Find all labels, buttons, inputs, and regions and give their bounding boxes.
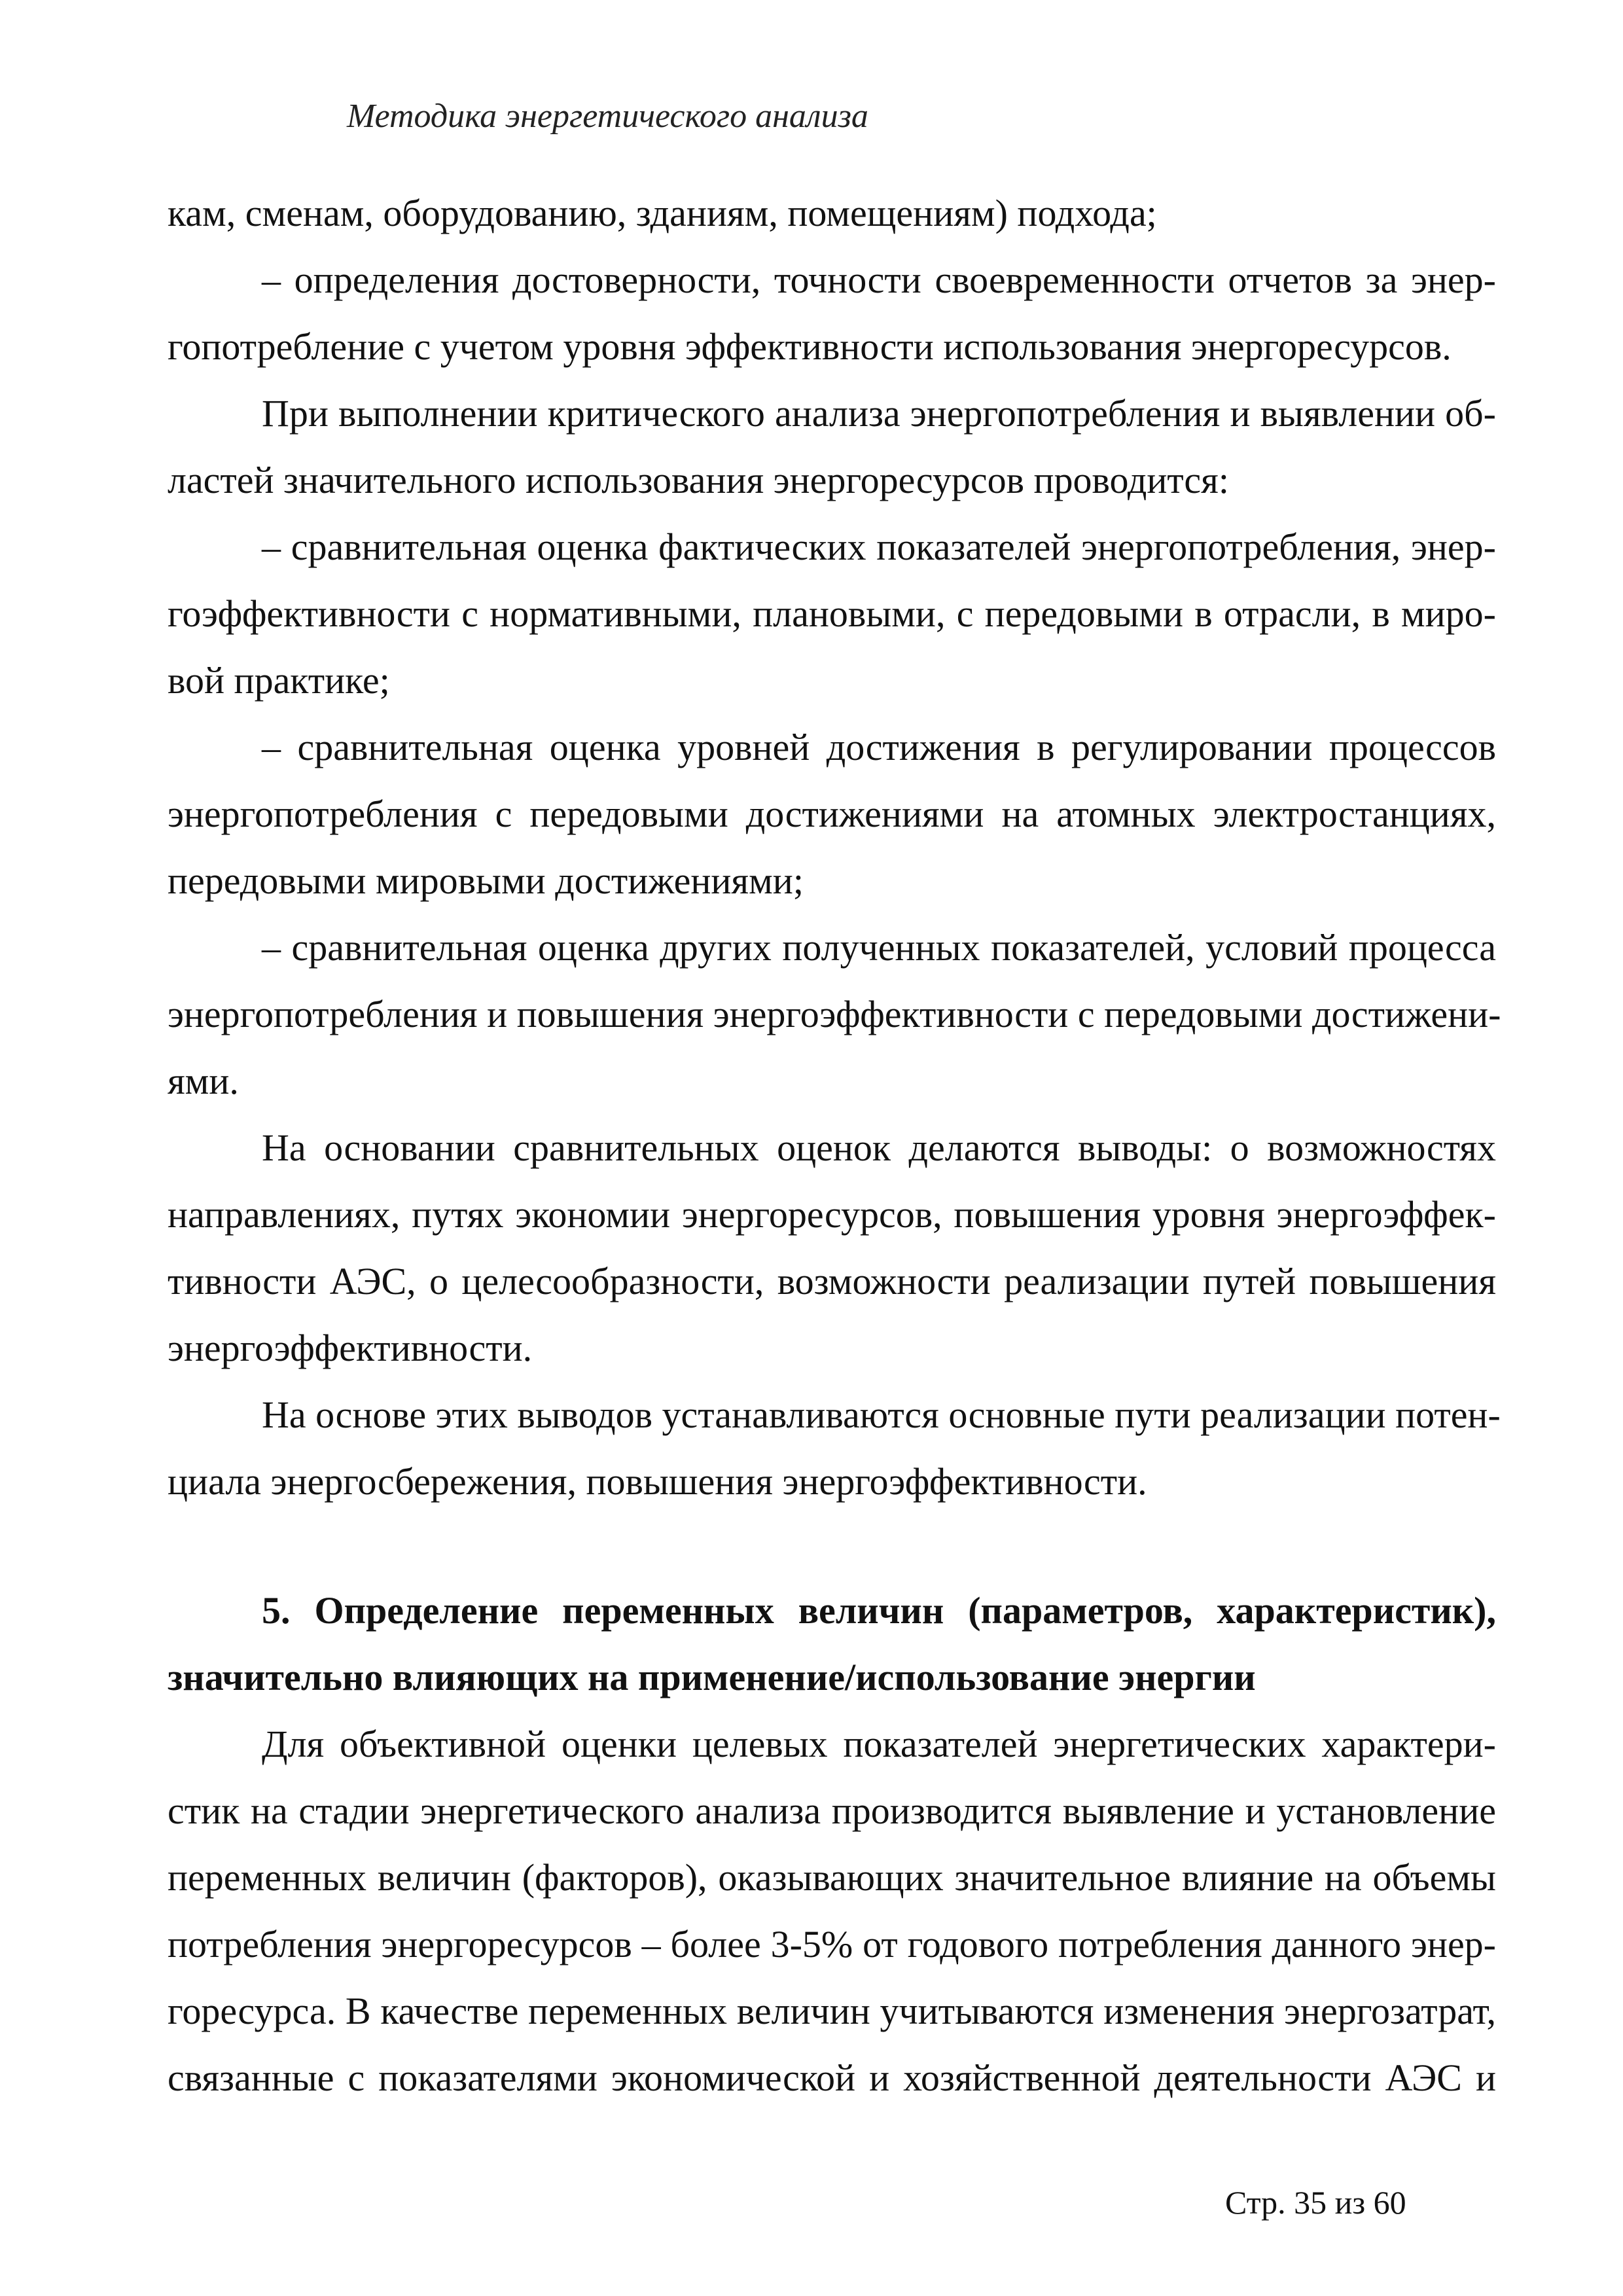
text-line: кам, сменам, оборудованию, зданиям, помещениям) подхода; [168, 192, 1157, 234]
text-line: энергоэффективности. [168, 1327, 533, 1369]
page-number: Стр. 35 из 60 [1225, 2184, 1406, 2221]
text-line: потребления энергоресурсов – более 3-5% от годового потребления данного энер- [168, 1923, 1496, 1965]
section-heading: 5. Определение переменных величин (параметров, характеристик), [262, 1589, 1496, 1632]
text-line: ями. [168, 1060, 239, 1102]
text-line: – сравнительная оценка фактических показателей энергопотребления, энер- [262, 526, 1496, 568]
running-header: Методика энергетического анализа [347, 98, 868, 135]
text-line: стик на стадии энергетического анализа производится выявление и установление [168, 1789, 1496, 1832]
text-line: – сравнительная оценка уровней достижения в регулировании процессов [262, 726, 1496, 768]
text-line: направлениях, путях экономии энергоресурсов, повышения уровня энергоэффек- [168, 1193, 1496, 1236]
text-line: На основе этих выводов устанавливаются основные пути реализации потен- [262, 1393, 1501, 1436]
section-heading: значительно влияющих на применение/использование энергии [168, 1656, 1256, 1698]
text-line: энергопотребления и повышения энергоэффективности с передовыми достижени- [168, 993, 1501, 1035]
text-line: ластей значительного использования энергоресурсов проводится: [168, 459, 1229, 501]
text-line: горесурса. В качестве переменных величин учитываются изменения энергозатрат, [168, 1990, 1496, 2032]
text-line: гоэффективности с нормативными, плановыми, с передовыми в отрасли, в миро- [168, 592, 1496, 635]
text-line: гопотребление с учетом уровня эффективности использования энергоресурсов. [168, 325, 1452, 368]
text-line: передовыми мировыми достижениями; [168, 859, 804, 902]
text-line: При выполнении критического анализа энергопотребления и выявлении об- [262, 392, 1496, 435]
text-line: – определения достоверности, точности своевременности отчетов за энер- [262, 259, 1496, 301]
text-line: переменных величин (факторов), оказывающих значительное влияние на объемы [168, 1856, 1496, 1899]
text-line: тивности АЭС, о целесообразности, возможности реализации путей повышения [168, 1260, 1496, 1302]
text-line: циала энергосбережения, повышения энергоэффективности. [168, 1460, 1147, 1503]
text-line: связанные с показателями экономической и хозяйственной деятельности АЭС и [168, 2056, 1496, 2099]
text-line: – сравнительная оценка других полученных показателей, условий процесса [262, 926, 1496, 969]
text-line: энергопотребления с передовыми достижениями на атомных электростанциях, [168, 793, 1496, 835]
text-line: На основании сравнительных оценок делаются выводы: о возможностях [262, 1126, 1496, 1169]
text-line: вой практике; [168, 659, 390, 702]
text-line: Для объективной оценки целевых показателей энергетических характери- [262, 1723, 1496, 1765]
